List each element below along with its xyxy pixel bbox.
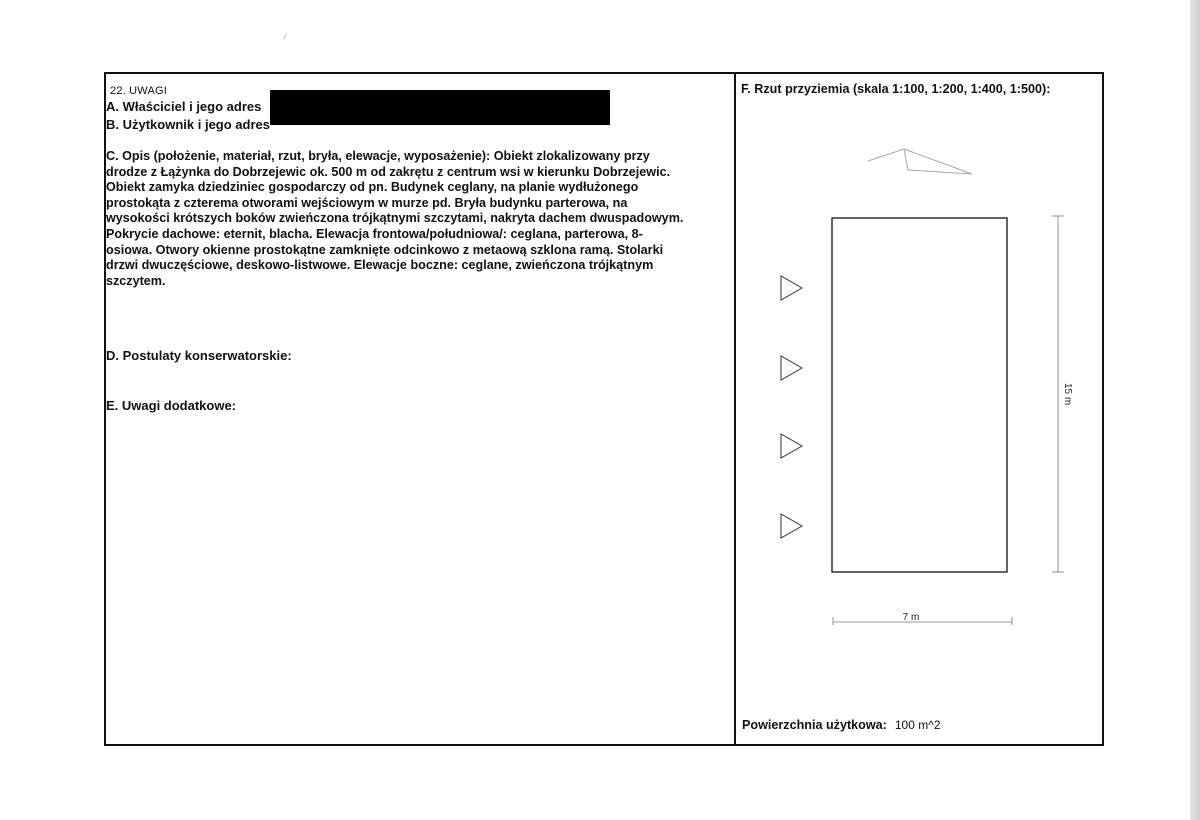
description-block [106, 149, 734, 289]
description-line: Obiekt zamyka dziedziniec gospodarczy od pn. Budynek ceglany, na planie wydłużonego [106, 180, 639, 195]
width-dimension-label: 7 m [902, 612, 920, 623]
usable-area-label: Powierzchnia użytkowa: [742, 718, 887, 732]
conservation-label: D. Postulaty konserwatorskie: [106, 348, 292, 363]
usable-area-row [742, 716, 941, 734]
scan-page-edge [1190, 0, 1200, 820]
description-line: drodze z Łążynka do Dobrzejewic ok. 500 m od zakrętu z centrum wsi w kierunku Dobrzejewic. [106, 164, 671, 179]
description-line: prostokąta z czterema otworami wejściowym w murze pd. Bryła budynku parterowa, na [106, 195, 628, 210]
description-line: wysokości krótszych boków zwieńczona trójkątnymi szczytami, nakryta dachem dwuspadowym. [106, 211, 684, 226]
description-line: osiowa. Otwory okienne prostokątne zamknięte odcinkowo z metaową szklona ramą. Stolarki [106, 242, 664, 257]
owner-label: A. Właściciel i jego adres [106, 99, 262, 114]
remarks-label: E. Uwagi dodatkowe: [106, 398, 237, 413]
ground-plan-drawing [736, 74, 1102, 744]
description-line: szczytem. [106, 273, 166, 288]
north-arrow-icon [868, 149, 972, 174]
entrance-arrow-icon [781, 434, 802, 458]
entrance-arrow-icon [781, 356, 802, 380]
width-dimension-line [833, 617, 1012, 625]
plan-title: F. Rzut przyziemia (skala 1:100, 1:200, 1:400, 1:500): [741, 82, 1051, 96]
redaction-bar [270, 90, 610, 125]
description-line: drzwi dwuczęściowe, deskowo-listwowe. Elewacje boczne: ceglane, zwieńczona trójkątnym [106, 258, 654, 273]
description-line: C. Opis (położenie, materiał, rzut, bryła, elewacje, wyposażenie): Obiekt zlokalizowany przy [106, 149, 650, 163]
ground-plan-panel [736, 74, 1102, 744]
building-outline [832, 218, 1007, 572]
scan-speck [283, 34, 287, 40]
entrance-arrow-icon [781, 276, 802, 300]
section-number: 22. UWAGI [110, 85, 168, 97]
remarks-panel [106, 74, 732, 744]
entrance-arrow-icon [781, 514, 802, 538]
user-label: B. Użytkownik i jego adres [106, 117, 270, 132]
usable-area-value: 100 m^2 [894, 718, 941, 732]
description-line: Pokrycie dachowe: eternit, blacha. Elewacja frontowa/południowa/: ceglana, parterowa, 8- [106, 226, 643, 241]
length-dimension-label: 15 m [1062, 383, 1073, 406]
